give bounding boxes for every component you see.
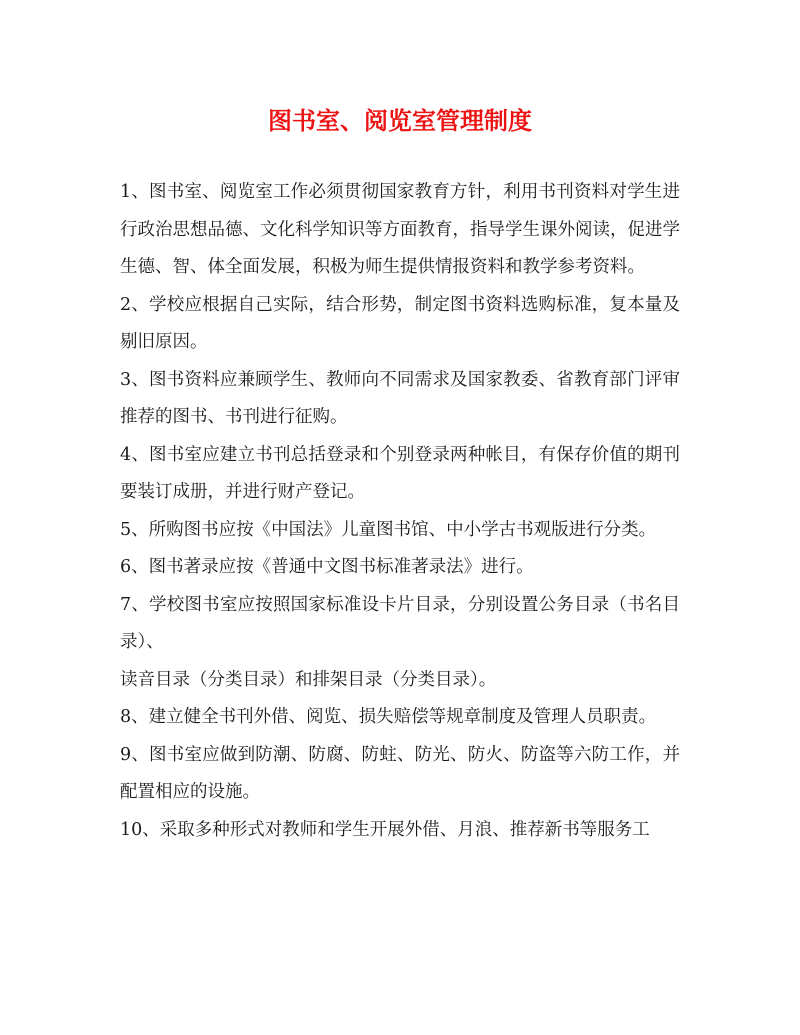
paragraph-5: 5、所购图书应按《中国法》儿童图书馆、中小学古书观版进行分类。 [120, 519, 657, 540]
paragraph-10: 10、采取多种形式对教师和学生开展外借、月浪、推荐新书等服务工 [120, 819, 650, 840]
paragraph-9: 9、图书室应做到防潮、防腐、防蛀、防光、防火、防盗等六防工作，并配置相应的设施。 [120, 744, 680, 802]
document-title: 图书室、阅览室管理制度 [268, 106, 532, 135]
paragraph-8: 8、建立健全书刊外借、阅览、损失赔偿等规章制度及管理人员职责。 [120, 707, 657, 727]
paragraph-6: 6、图书著录应按《普通中文图书标准著录法》进行。 [120, 557, 534, 577]
paragraph-1: 1、图书室、阅览室工作必须贯彻国家教育方针，利用书刊资料对学生进行政治思想品德、文化科学知识等方面教育，指导学生课外阅读，促进学生德、智、体全面发展，积极为师生提供情报资料和教学参考资料。 [120, 182, 680, 277]
paragraph-3: 3、图书资料应兼顾学生、教师向不同需求及国家教委、省教育部门评审推荐的图书、书刊进行征购。 [120, 369, 680, 427]
paragraph-7-continued: 读音目录（分类目录）和排架目录（分类目录）。 [120, 669, 497, 690]
document-body [120, 174, 680, 849]
paragraph-2: 2、学校应根据自己实际，结合形势，制定图书资料选购标准，复本量及剔旧原因。 [120, 294, 680, 352]
paragraph-7: 7、学校图书室应按照国家标准设卡片目录，分别设置公务目录（书名目录）、 [120, 594, 680, 652]
paragraph-4: 4、图书室应建立书刊总括登录和个别登录两种帐目，有保存价值的期刊要装订成册，并进行财产登记。 [120, 444, 680, 502]
